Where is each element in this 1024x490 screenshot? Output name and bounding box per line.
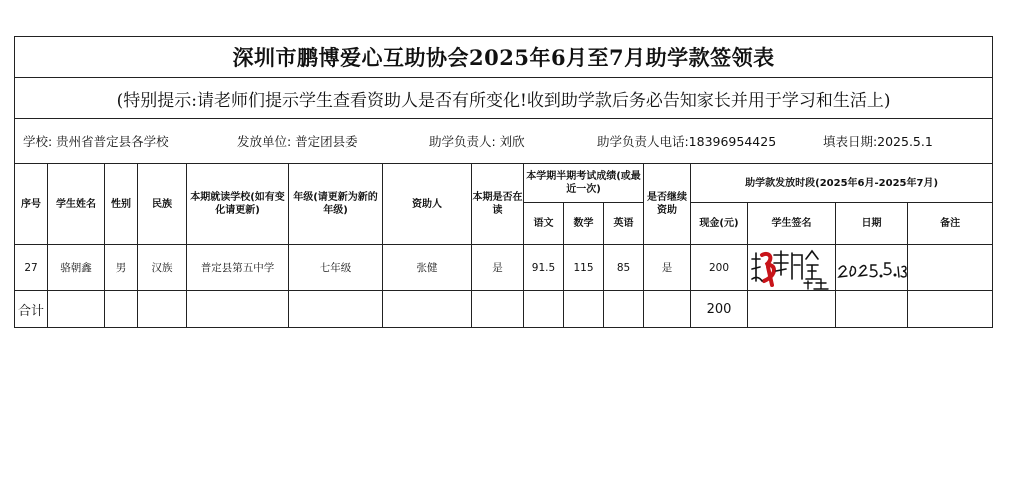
cell-signature	[748, 245, 836, 291]
cell-school: 普定县第五中学	[187, 245, 289, 291]
cell-gender: 男	[105, 245, 138, 291]
header-grade: 年级(请更新为新的年级)	[289, 164, 383, 245]
cell-chinese: 91.5	[524, 245, 564, 291]
header-period: 助学款发放时段(2025年6月-2025年7月)	[691, 164, 993, 203]
cell-grade: 七年级	[289, 245, 383, 291]
cell-math: 115	[564, 245, 604, 291]
sign-table	[14, 36, 993, 328]
header-scores: 本学期半期考试成绩(或最近一次)	[524, 164, 644, 203]
phone-info: 助学负责人电话:18396954425	[596, 134, 777, 149]
total-label: 合计	[15, 291, 48, 328]
red-stamp-mark	[762, 254, 774, 285]
school-info: 学校: 贵州省普定县各学校	[23, 134, 169, 149]
cell-enrolled: 是	[472, 245, 524, 291]
header-english: 英语	[604, 203, 644, 245]
issuer-info: 发放单位: 普定团县委	[236, 134, 358, 149]
meta-row	[15, 119, 993, 164]
cell-continue: 是	[644, 245, 691, 291]
header-cash: 现金(元)	[691, 203, 748, 245]
header-seq: 序号	[15, 164, 48, 245]
header-math: 数学	[564, 203, 604, 245]
header-sponsor: 资助人	[383, 164, 472, 245]
header-remarks: 备注	[908, 203, 993, 245]
header-school: 本期就读学校(如有变化请更新)	[187, 164, 289, 245]
sheet-title: 深圳市鹏博爱心互助协会2025年6月至7月助学款签领表	[15, 37, 993, 78]
cell-name: 骆朝鑫	[48, 245, 105, 291]
header-name: 学生姓名	[48, 164, 105, 245]
cell-seq: 27	[15, 245, 48, 291]
sign-sheet	[14, 36, 972, 328]
header-date: 日期	[836, 203, 908, 245]
total-cash: 200	[691, 291, 748, 328]
header-ethnicity: 民族	[138, 164, 187, 245]
handwritten-signature	[748, 245, 836, 291]
cell-cash: 200	[691, 245, 748, 291]
header-signature: 学生签名	[748, 203, 836, 245]
table-row	[15, 245, 993, 291]
cell-ethnicity: 汉族	[138, 245, 187, 291]
header-chinese: 语文	[524, 203, 564, 245]
fill-date-info: 填表日期:2025.5.1	[822, 134, 933, 149]
header-gender: 性别	[105, 164, 138, 245]
cell-english: 85	[604, 245, 644, 291]
cell-sponsor: 张健	[383, 245, 472, 291]
cell-date	[836, 245, 908, 291]
notice-text: (特别提示:请老师们提示学生查看资助人是否有所变化!收到助学款后务必告知家长并用于学习和生活上)	[15, 78, 993, 119]
contact-info: 助学负责人: 刘欣	[428, 134, 525, 149]
handwritten-date	[836, 245, 908, 291]
header-enrolled: 本期是否在读	[472, 164, 524, 245]
header-continue: 是否继续资助	[644, 164, 691, 245]
total-row	[15, 291, 993, 328]
cell-remarks	[908, 245, 993, 291]
